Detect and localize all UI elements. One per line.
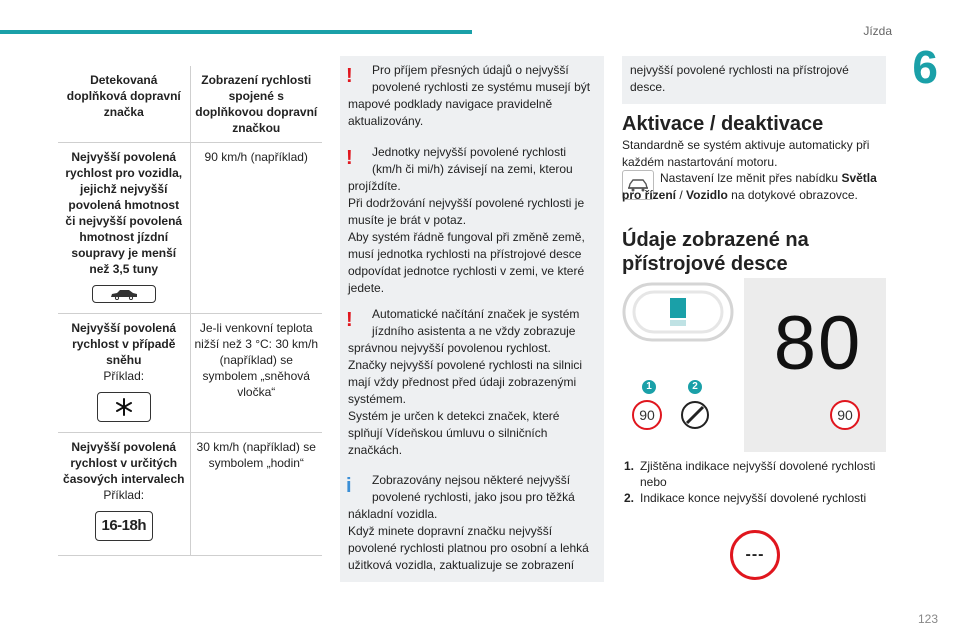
table-row bbox=[58, 433, 322, 556]
callout-1: 1 bbox=[642, 380, 656, 394]
table-cell: 90 km/h (například) bbox=[190, 143, 322, 314]
page-number: 123 bbox=[917, 612, 938, 626]
legend-item-2: 2. Indikace konce nejvyšší dovolené rychlosti bbox=[624, 491, 867, 505]
callout-2: 2 bbox=[688, 380, 702, 394]
snowflake-icon bbox=[97, 392, 151, 422]
row-label: Nejvyšší povolená rychlost v případě sněhu bbox=[71, 321, 177, 367]
speed-limit-sign: 90 bbox=[632, 400, 662, 430]
table-cell bbox=[190, 314, 322, 433]
table-header-row bbox=[58, 66, 322, 143]
row-label: Nejvyšší povolená rychlost pro vozidla, jejichž nejvyšší povolená hmotnost či nejvyšší povolená hmotnost jízdní soupravy je menší než 3,5 tuny bbox=[65, 150, 183, 276]
activation-text: Standardně se systém aktivuje automaticky při každém nastartování motoru. bbox=[622, 138, 870, 169]
instrument-display-figure bbox=[620, 278, 886, 452]
section-title: Jízda bbox=[863, 24, 892, 38]
table-cell bbox=[58, 314, 190, 433]
settings-text: Nastavení lze měnit přes nabídku Světla pro řízení / Vozidlo na dotykové obrazovce. bbox=[622, 171, 877, 202]
info-note: i Zobrazovány nejsou některé nejvyšší povolené rychlosti, jako jsou pro těžká nákladní vozidla. Když minete dopravní značku nejvyšší povolené rychlosti platnou pro osobní a lehká užitková vozidla, zaktualizuje se zobrazení bbox=[340, 466, 604, 582]
row-value: Je-li venkovní teplota nižší než 3 °C: 30 km/h (například) se symbolem „sněhová vločka“ bbox=[194, 321, 319, 399]
row-example: Příklad: bbox=[103, 488, 145, 502]
row-example: Příklad: bbox=[103, 369, 145, 383]
header-accent-bar bbox=[0, 30, 472, 34]
legend-item-1: 1. Zjištěna indikace nejvyšší dovolené rychlosti nebo bbox=[624, 459, 876, 489]
note-continuation: nejvyšší povolené rychlosti na přístrojové desce. bbox=[622, 56, 886, 104]
row-label: Nejvyšší povolená rychlost v určitých časových intervalech bbox=[63, 440, 185, 486]
table-header: Zobrazení rychlosti spojené s doplňkovou dopravní značkou bbox=[190, 66, 322, 143]
info-icon: i bbox=[346, 475, 352, 497]
display-heading: Údaje zobrazené na přístrojové desce bbox=[622, 229, 809, 275]
displayed-speed: 80 bbox=[773, 301, 863, 386]
speed-display-panel bbox=[744, 278, 886, 452]
warning-note: ! Jednotky nejvyšší povolené rychlosti (km/h či mi/h) závisejí na zemi, kterou projíždíte. Při dodržování nejvyšší povolené rychlosti je musíte je brát v potaz. Aby systém řádně fungoval při změně země, musí jednotka rychlosti na přístrojové desce odpovídat jednotce rychlosti v zemi, ve které jedete. bbox=[340, 138, 604, 305]
no-sign-indicator: --- bbox=[730, 530, 780, 580]
sign-table bbox=[58, 66, 322, 556]
menu-item-lights: Světla pro řízení bbox=[622, 171, 877, 202]
speed-limit-sign: 90 bbox=[830, 400, 860, 430]
table-cell bbox=[58, 433, 190, 556]
table-header: Detekovaná doplňková dopravní značka bbox=[58, 66, 190, 143]
warning-note: ! Automatické načítání značek je systém jízdního asistenta a ne vždy zobrazuje správnou nejvyšší povolenou rychlost. Značky nejvyšší povolené rychlosti na silnici mají vždy přednost před údaji zobrazenými systémem. Systém je určen k detekci značek, které splňují Vídeňskou úmluvu o silničních značkách. bbox=[340, 300, 604, 467]
table-row bbox=[58, 314, 322, 433]
table-row bbox=[58, 143, 322, 314]
menu-item-vehicle: Vozidlo bbox=[686, 188, 728, 202]
table-cell bbox=[58, 143, 190, 314]
warning-icon: ! bbox=[346, 147, 353, 169]
warning-icon: ! bbox=[346, 65, 353, 87]
end-of-limit-sign bbox=[680, 400, 710, 430]
car-icon bbox=[92, 285, 156, 303]
table-cell: 30 km/h (například) se symbolem „hodin“ bbox=[190, 433, 322, 556]
chapter-number: 6 bbox=[912, 41, 938, 93]
activation-heading: Aktivace / deaktivace bbox=[622, 113, 824, 135]
time-interval-icon: 16-18h bbox=[95, 511, 153, 541]
warning-note: ! Pro příjem přesných údajů o nejvyšší povolené rychlosti ze systému musejí být mapové podklady navigace pravidelně aktualizovány. bbox=[340, 56, 604, 138]
warning-icon: ! bbox=[346, 309, 353, 331]
cluster-indicator-graphic bbox=[620, 280, 736, 346]
